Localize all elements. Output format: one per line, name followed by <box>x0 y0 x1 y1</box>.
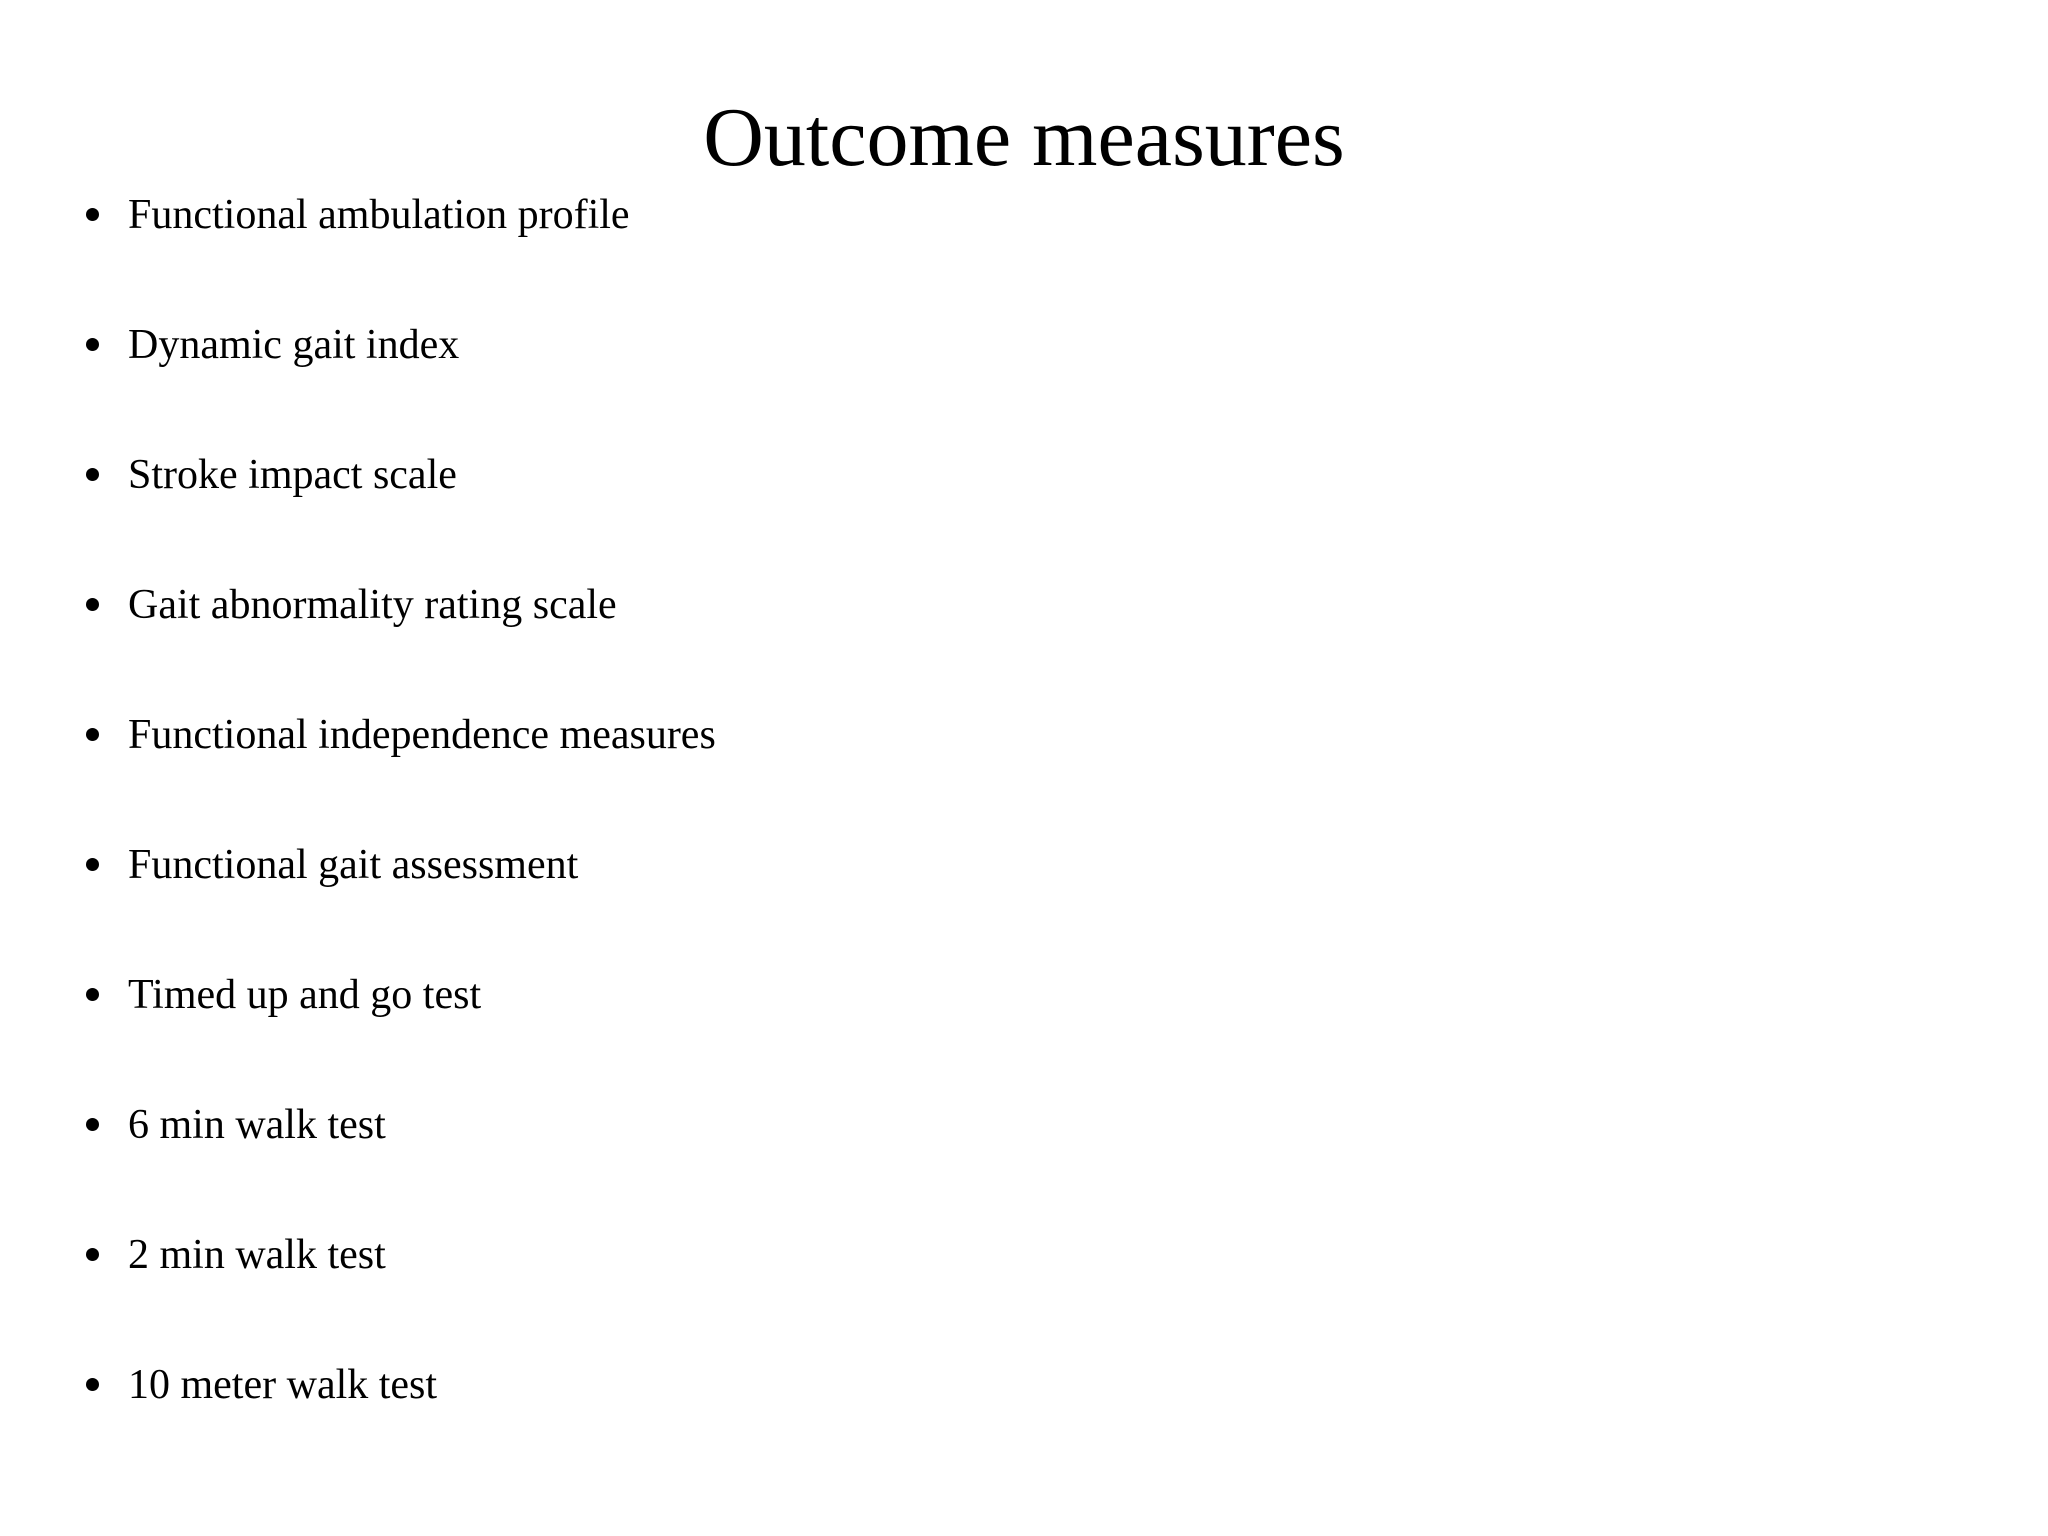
bullet-icon <box>86 728 99 741</box>
list-item-label: Dynamic gait index <box>128 322 460 368</box>
list-item-label: Timed up and go test <box>128 972 482 1018</box>
bullet-icon <box>86 598 99 611</box>
list-item-label: Stroke impact scale <box>128 452 457 498</box>
bullet-icon <box>86 1248 99 1261</box>
slide-title: Outcome measures <box>703 91 1345 184</box>
list-item-label: Functional gait assessment <box>128 842 579 888</box>
bullet-icon <box>86 1118 99 1131</box>
list-item-label: 10 meter walk test <box>128 1362 438 1408</box>
list-item-label: Functional independence measures <box>128 712 716 758</box>
bullet-icon <box>86 858 99 871</box>
bullet-icon <box>86 1378 99 1391</box>
list-item-label: Functional ambulation profile <box>128 192 630 238</box>
bullet-icon <box>86 338 99 351</box>
bullet-icon <box>86 468 99 481</box>
bullet-icon <box>86 988 99 1001</box>
list-item-label: Gait abnormality rating scale <box>128 582 617 628</box>
list-item-label: 6 min walk test <box>128 1102 386 1148</box>
list-item-label: 2 min walk test <box>128 1232 386 1278</box>
bullet-icon <box>86 208 99 221</box>
